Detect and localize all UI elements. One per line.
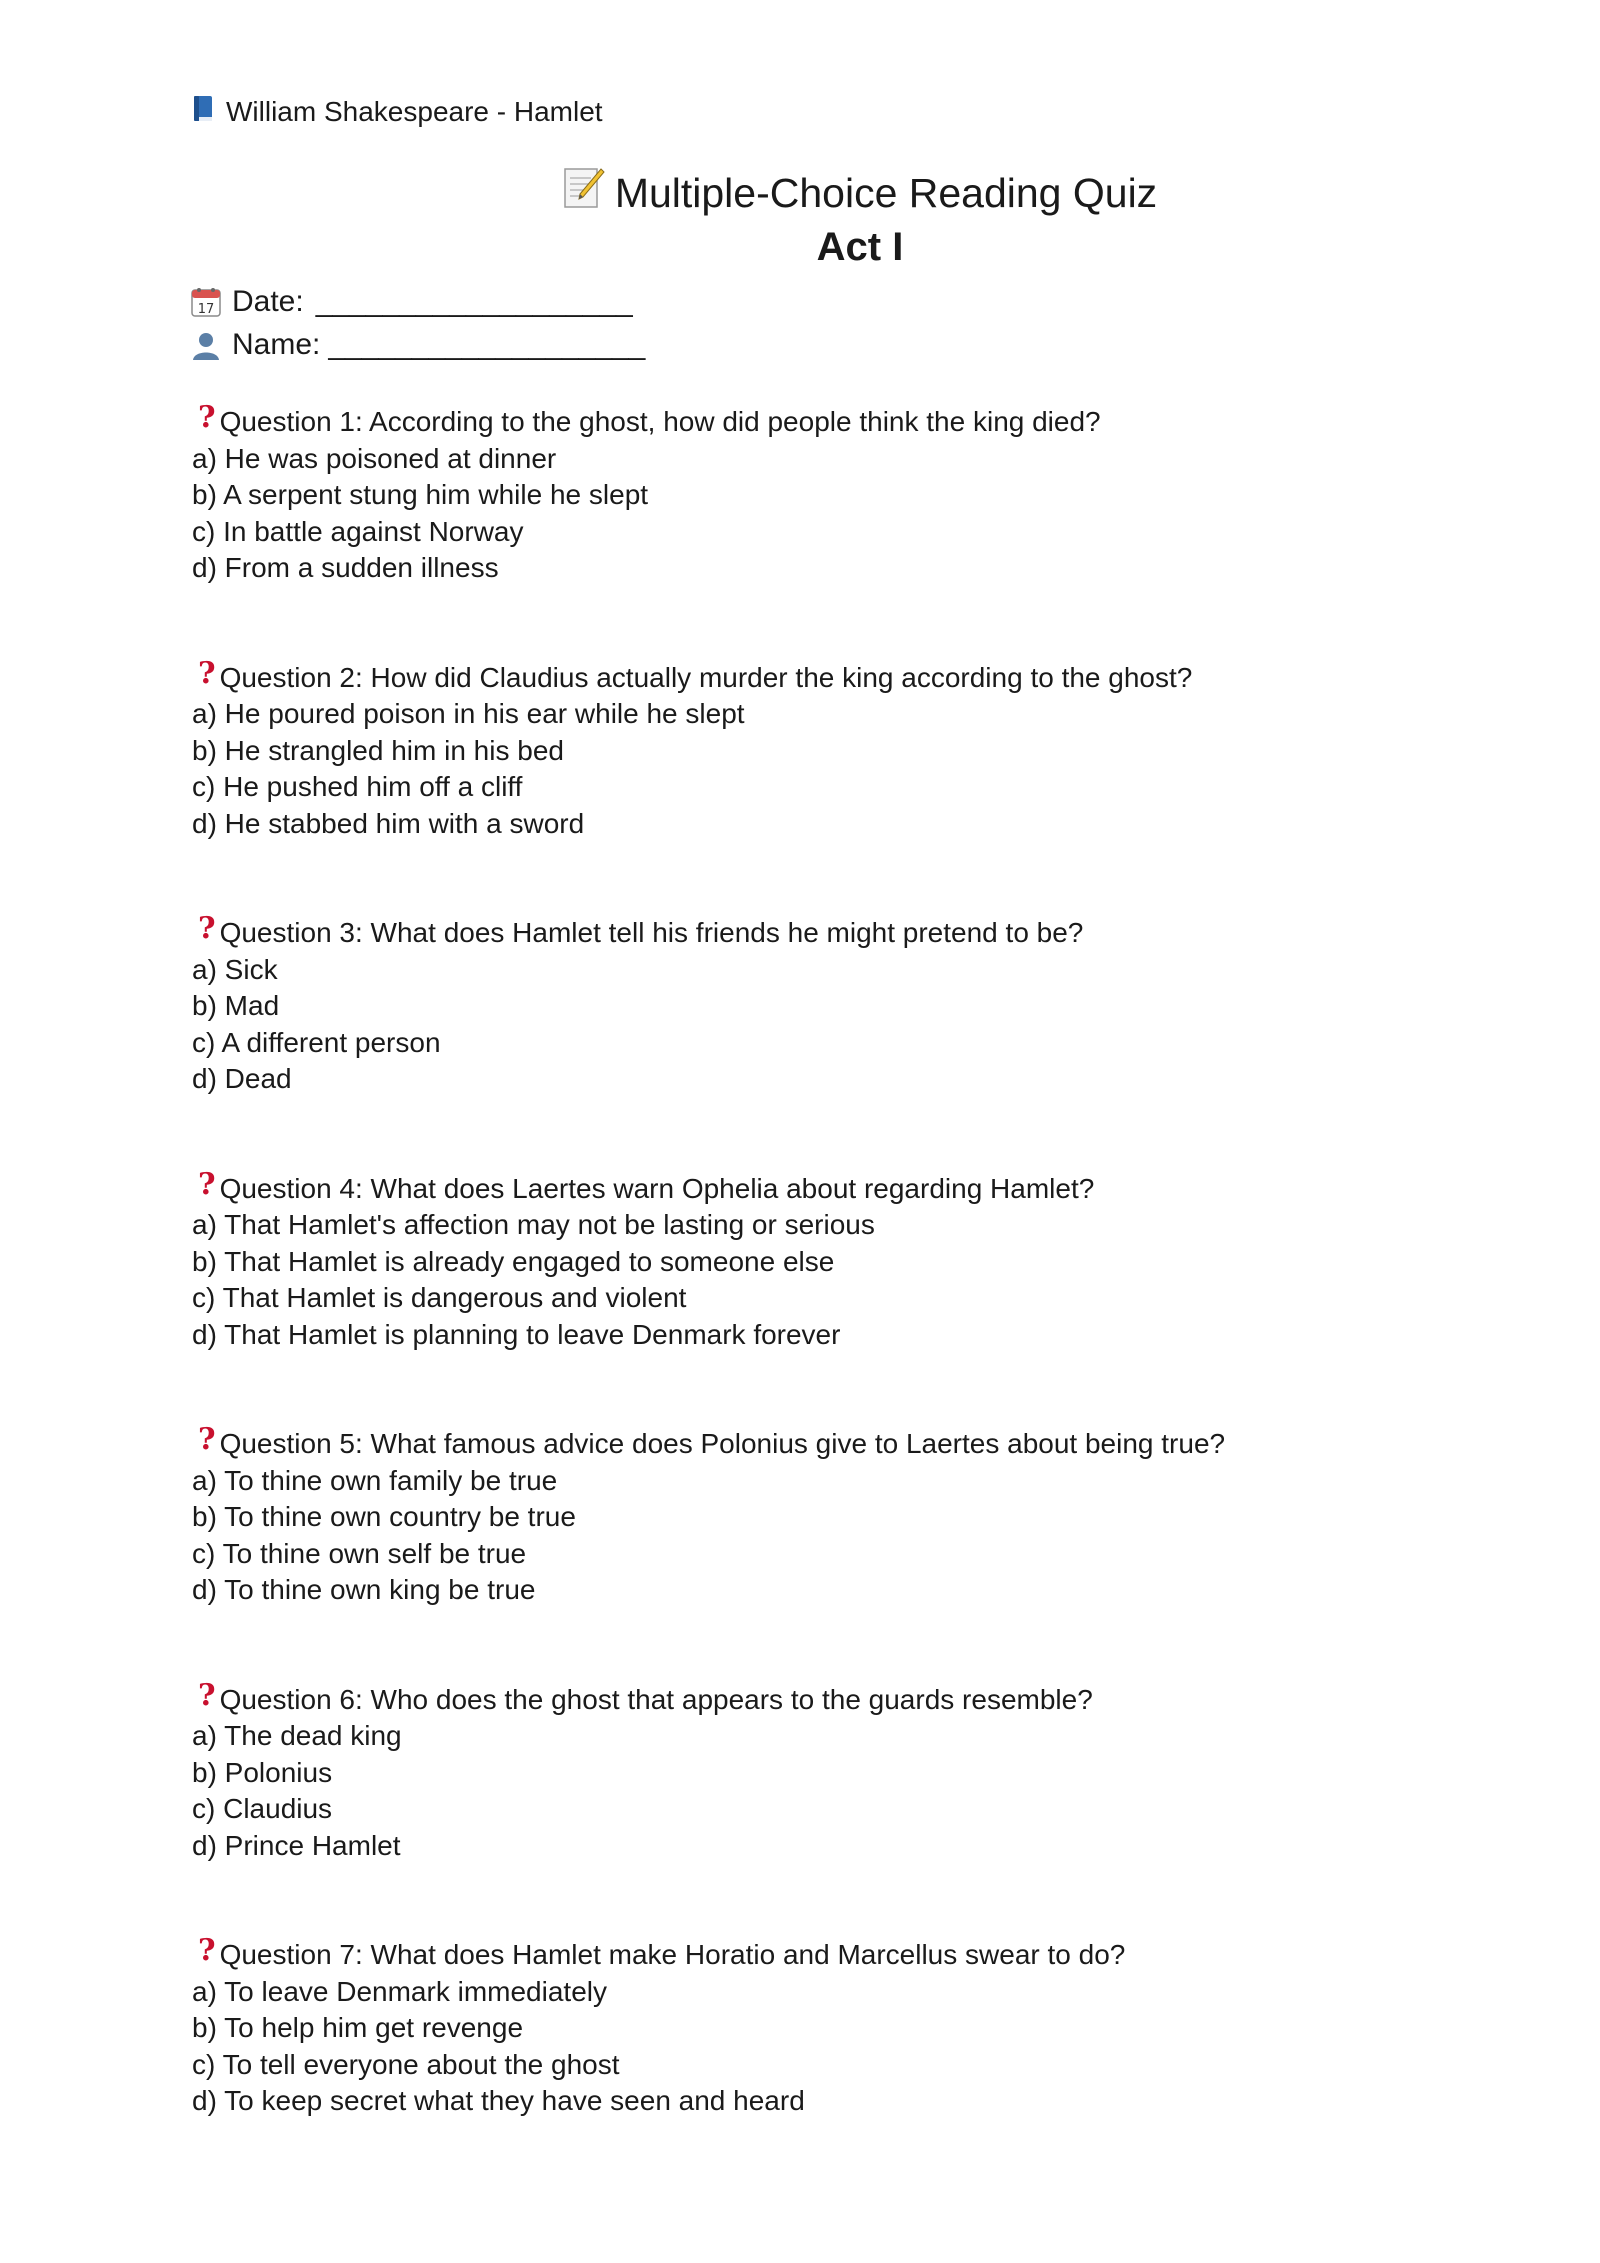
answer-option[interactable]: a) That Hamlet's affection may not be lasting or serious bbox=[192, 1209, 875, 1240]
name-label: Name: bbox=[232, 328, 321, 361]
answer-option[interactable]: a) Sick bbox=[192, 953, 278, 985]
question-5 bbox=[192, 1422, 1492, 1609]
date-input-line[interactable]: ___________________ bbox=[315, 285, 633, 318]
memo-icon bbox=[563, 165, 605, 209]
answer-option[interactable]: d) That Hamlet is planning to leave Denmark forever bbox=[192, 1318, 841, 1350]
answer-option[interactable]: c) A different person bbox=[192, 1026, 441, 1058]
question-7 bbox=[192, 1933, 1492, 2120]
answer-option[interactable]: b) He strangled him in his bed bbox=[192, 734, 564, 766]
answer-option[interactable]: b) A serpent stung him while he slept bbox=[192, 479, 649, 510]
answer-option[interactable]: c) Claudius bbox=[192, 1793, 333, 1824]
answer-option[interactable]: b) Mad bbox=[192, 990, 280, 1021]
name-row bbox=[190, 323, 645, 366]
answer-option[interactable]: d) He stabbed him with a sword bbox=[192, 807, 585, 839]
question-mark-icon: ? bbox=[198, 911, 216, 946]
answer-option[interactable]: d) From a sudden illness bbox=[192, 552, 499, 583]
answer-option[interactable]: c) In battle against Norway bbox=[192, 515, 524, 547]
document-header bbox=[192, 92, 603, 132]
page-subtitle: Act I bbox=[816, 225, 904, 269]
answer-option[interactable]: d) Dead bbox=[192, 1063, 292, 1094]
date-label: Date: bbox=[232, 285, 304, 318]
question-mark-icon: ? bbox=[198, 400, 216, 435]
answer-option[interactable]: a) He poured poison in his ear while he slept bbox=[192, 698, 745, 729]
question-mark-icon: ? bbox=[198, 1933, 216, 1968]
name-input-line[interactable]: ___________________ bbox=[328, 328, 646, 361]
question-4 bbox=[192, 1166, 1492, 1354]
question-1 bbox=[192, 400, 1492, 587]
answer-option[interactable]: c) He pushed him off a cliff bbox=[192, 771, 523, 802]
student-fields bbox=[190, 280, 645, 366]
header-text: William Shakespeare - Hamlet bbox=[226, 96, 603, 127]
question-text: Question 3: What does Hamlet tell his friends he might pretend to be? bbox=[219, 917, 1084, 948]
person-icon bbox=[190, 329, 222, 361]
page-title bbox=[0, 165, 1600, 221]
answer-option[interactable]: c) That Hamlet is dangerous and violent bbox=[192, 1282, 687, 1313]
question-mark-icon: ? bbox=[198, 1677, 216, 1713]
answer-option[interactable]: d) Prince Hamlet bbox=[192, 1829, 401, 1861]
answer-option[interactable]: b) That Hamlet is already engaged to someone else bbox=[192, 1245, 835, 1277]
question-text: Question 6: Who does the ghost that appears to the guards resemble? bbox=[219, 1683, 1093, 1715]
answer-option[interactable]: a) To leave Denmark immediately bbox=[192, 1975, 607, 2007]
question-mark-icon: ? bbox=[198, 1166, 216, 1202]
question-6 bbox=[192, 1677, 1492, 1865]
calendar-icon bbox=[190, 286, 222, 318]
answer-option[interactable]: b) To help him get revenge bbox=[192, 2012, 524, 2043]
answer-option[interactable]: c) To tell everyone about the ghost bbox=[192, 2048, 620, 2080]
answer-option[interactable]: c) To thine own self be true bbox=[192, 1537, 527, 1569]
question-list bbox=[192, 400, 1492, 2193]
question-text: Question 2: How did Claudius actually murder the king according to the ghost? bbox=[219, 661, 1193, 693]
answer-option[interactable]: d) To keep secret what they have seen and heard bbox=[192, 2085, 805, 2116]
answer-option[interactable]: b) To thine own country be true bbox=[192, 1501, 576, 1532]
svg-text:17: 17 bbox=[197, 301, 215, 317]
question-mark-icon: ? bbox=[198, 655, 216, 691]
title-block bbox=[0, 165, 1600, 273]
question-text: Question 5: What famous advice does Polonius give to Laertes about being true? bbox=[219, 1428, 1226, 1459]
question-text: Question 7: What does Hamlet make Horatio and Marcellus swear to do? bbox=[219, 1939, 1126, 1970]
answer-option[interactable]: b) Polonius bbox=[192, 1756, 333, 1788]
question-mark-icon: ? bbox=[198, 1422, 216, 1457]
answer-option[interactable]: d) To thine own king be true bbox=[192, 1574, 536, 1605]
answer-option[interactable]: a) He was poisoned at dinner bbox=[192, 442, 557, 474]
question-3 bbox=[192, 911, 1492, 1098]
title-main: Multiple-Choice Reading Quiz bbox=[614, 170, 1158, 216]
date-row bbox=[190, 280, 645, 323]
question-text: Question 4: What does Laertes warn Ophelia about regarding Hamlet? bbox=[219, 1172, 1095, 1204]
answer-option[interactable]: a) To thine own family be true bbox=[192, 1464, 558, 1496]
answer-option[interactable]: a) The dead king bbox=[192, 1720, 402, 1751]
question-text: Question 1: According to the ghost, how did people think the king died? bbox=[219, 406, 1101, 437]
question-2 bbox=[192, 655, 1492, 843]
blue-book-icon bbox=[192, 94, 214, 122]
